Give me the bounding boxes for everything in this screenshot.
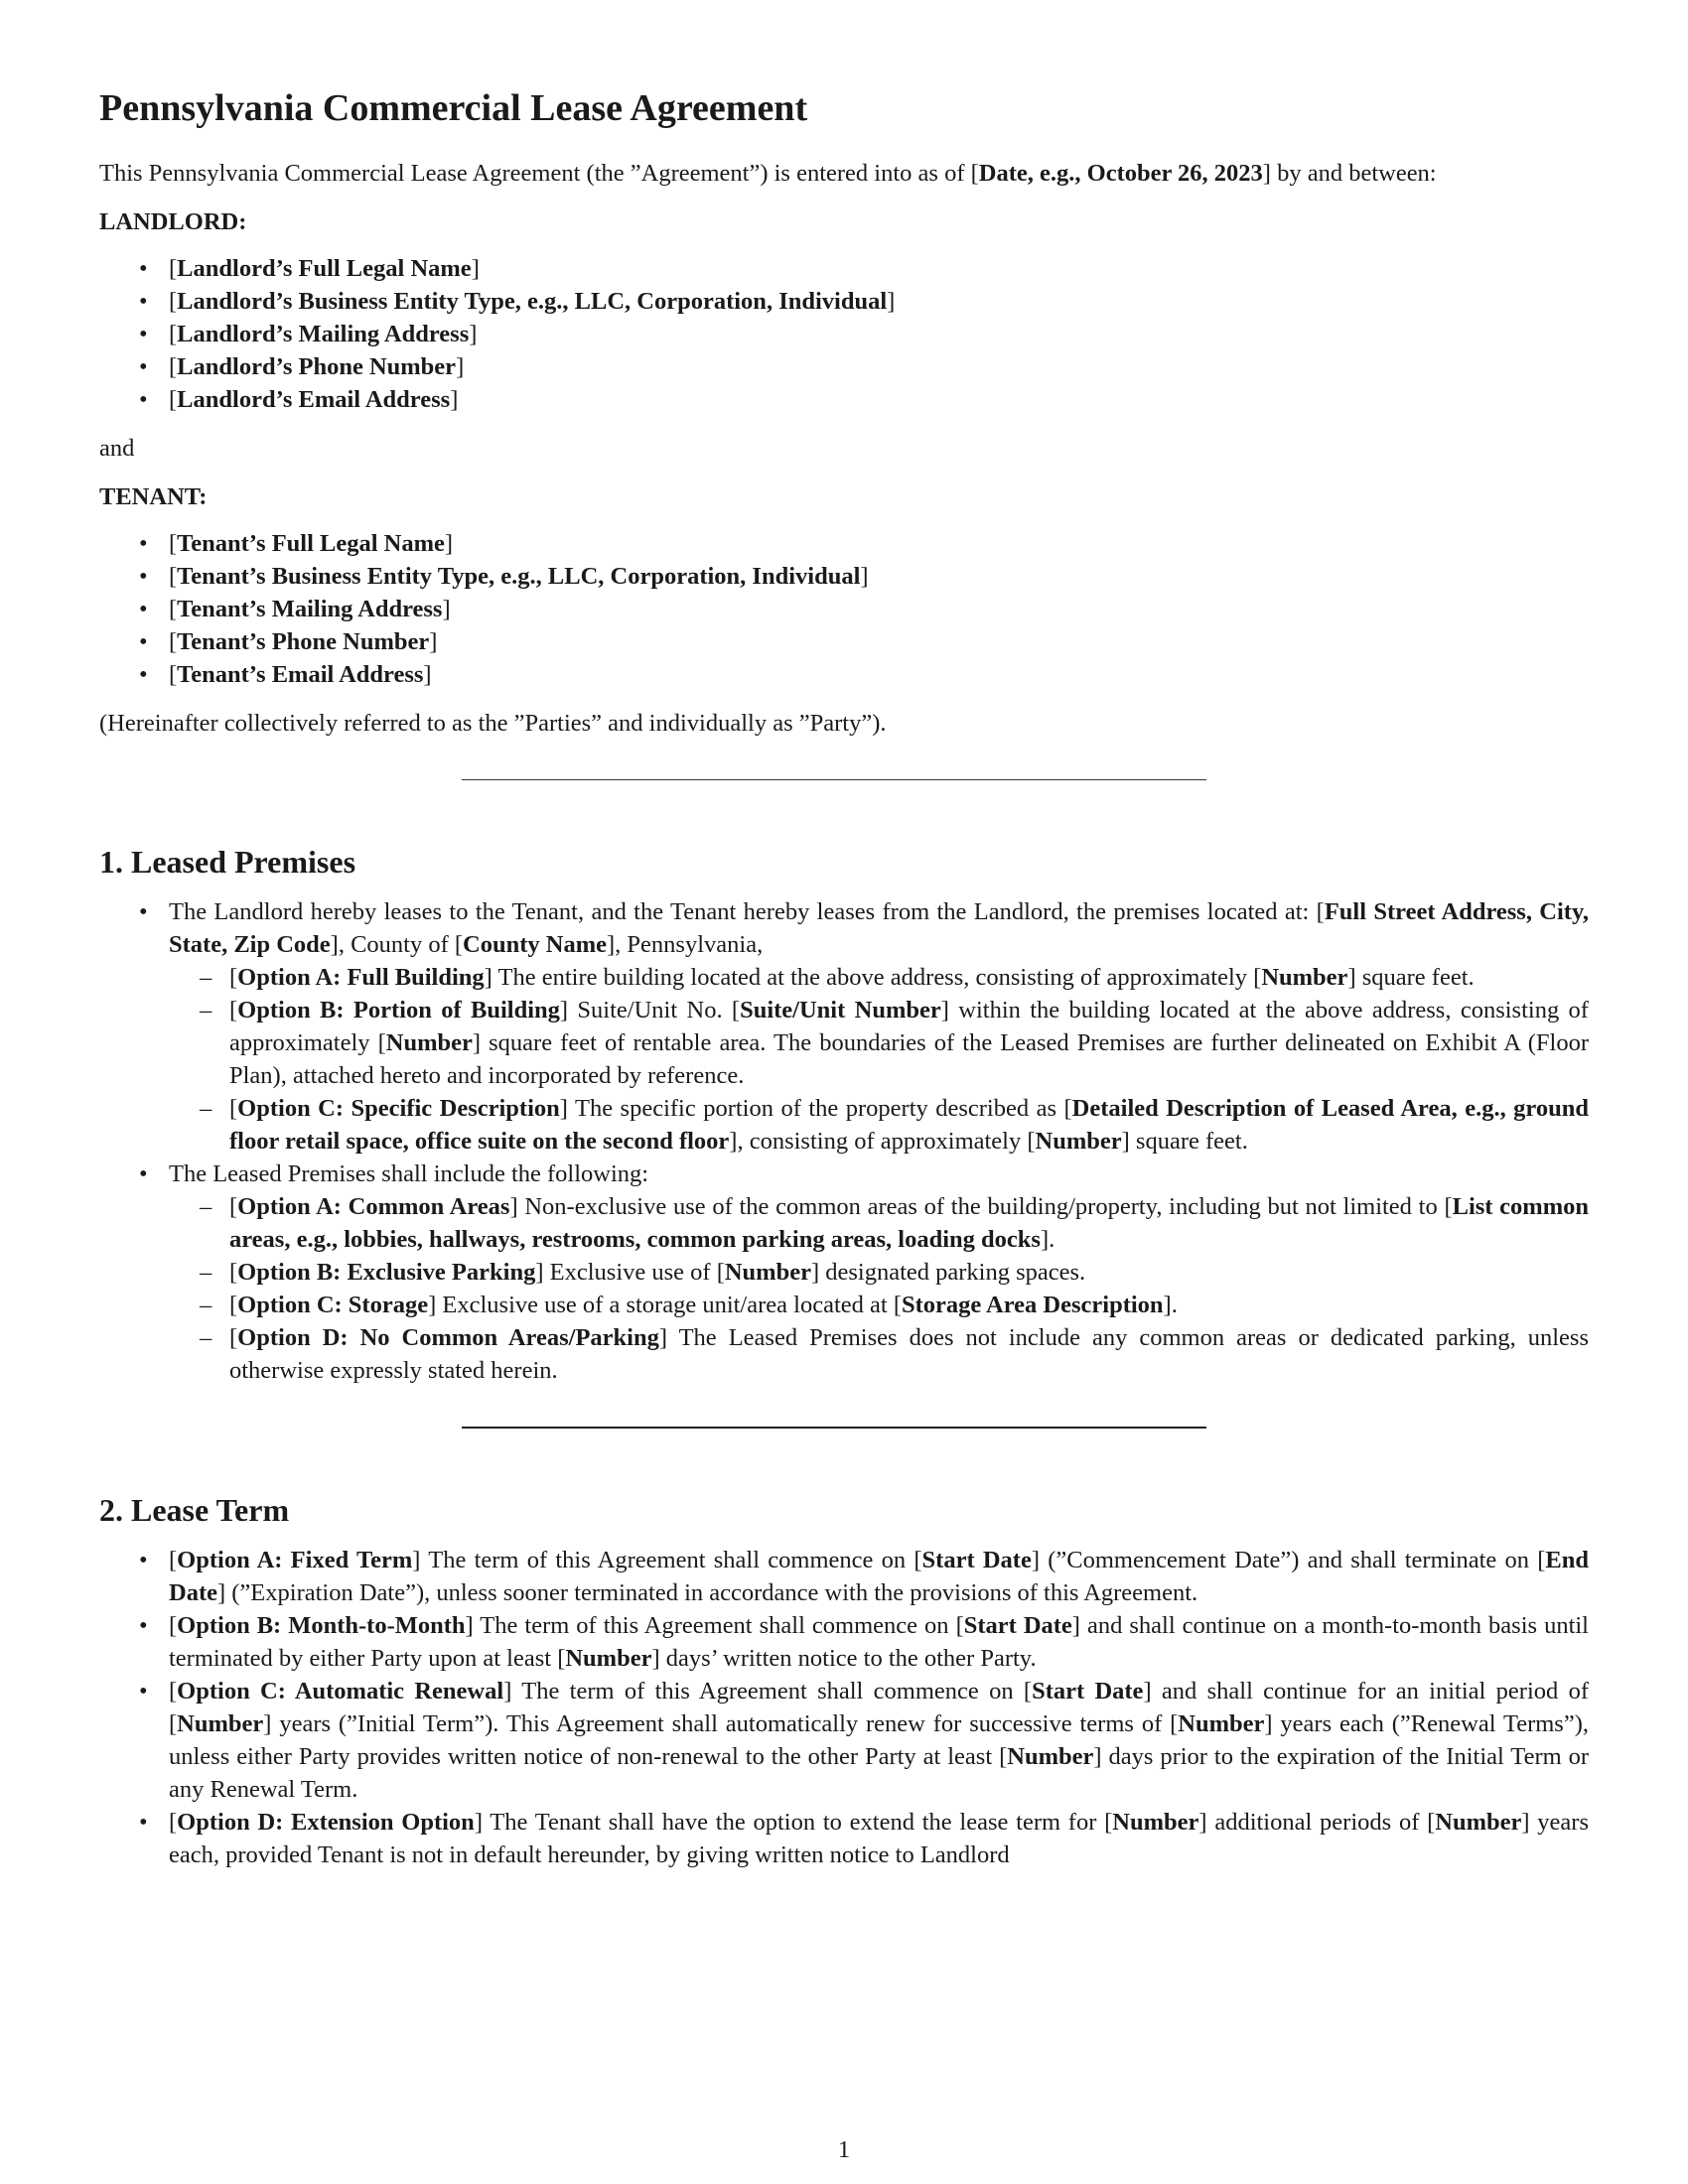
page-number: 1 [837, 2136, 851, 2163]
number-placeholder: Number [1112, 1809, 1199, 1836]
list-item: – [Option D: No Common Areas/Parking] The Leased Premises does not include any common areas or dedicated parking, unless otherwise expressly stated herein. [229, 1321, 1589, 1387]
clause-text: ] (”Commencement Date”) and shall terminate on [ [1031, 1547, 1546, 1573]
clause-text: ] square feet of rentable area. The boundaries of the Leased Premises are further delineated on Exhibit A (Floor Plan), attached hereto and incorporated by reference. [229, 1029, 1589, 1089]
section-divider [462, 1427, 1206, 1429]
number-placeholder: Number [1035, 1128, 1122, 1155]
document-title: Pennsylvania Commercial Lease Agreement [99, 87, 808, 129]
clause-text: ] square feet. [1347, 964, 1475, 991]
option-label: Option B: Month-to-Month [177, 1612, 466, 1639]
clause-text: ], consisting of approximately [ [729, 1128, 1036, 1155]
description-placeholder: Detailed Description of Leased Area, e.g., ground floor retail space, office suite on the second floor [229, 1095, 1589, 1155]
list-item: – [Option C: Specific Description] The specific portion of the property described as [Detailed Description of Leased Area, e.g., ground floor retail space, office suite on the second floor], consisting of approximately [Number] square feet. [229, 1092, 1589, 1158]
landlord-email-placeholder: Landlord’s Email Address [177, 386, 451, 413]
clause-text: ] years each, provided Tenant is not in default hereunder, by giving written notice to Landlord [169, 1809, 1589, 1868]
section-2-heading: 2. Lease Term [99, 1492, 290, 1528]
number-placeholder: Number [724, 1259, 811, 1286]
tenant-entity-placeholder: Tenant’s Business Entity Type, e.g., LLC, Corporation, Individual [177, 563, 861, 590]
number-placeholder: Number [1007, 1743, 1094, 1770]
intro-text: This Pennsylvania Commercial Lease Agreement (the ”Agreement”) is entered into as of [ [99, 160, 979, 187]
hereinafter-paragraph: (Hereinafter collectively referred to as the ”Parties” and individually as ”Party”). [99, 710, 887, 737]
start-date-placeholder: Start Date [1032, 1678, 1144, 1705]
clause-text: ] years (”Initial Term”). This Agreement shall automatically renew for successive terms of [ [263, 1710, 1179, 1737]
landlord-list [99, 252, 1589, 416]
clause-text: The term of this Agreement shall commence on [ [473, 1612, 964, 1639]
option-label: Option C: Storage [237, 1292, 429, 1318]
clause-text: The Landlord hereby leases to the Tenant, and the Tenant hereby leases from the Landlord, the premises located at: [ [169, 898, 1325, 925]
clause-text: ], Pennsylvania, [607, 931, 764, 958]
option-label: Option A: Fixed Term [177, 1547, 413, 1573]
clause-text: Suite/Unit No. [ [568, 997, 741, 1024]
landlord-name-placeholder: Landlord’s Full Legal Name [177, 255, 472, 282]
list-item: – [Option A: Full Building] The entire building located at the above address, consisting of approximately [Number] square feet. [229, 961, 1589, 994]
clause-text: The Leased Premises shall include the following: [169, 1160, 649, 1187]
tenant-label: TENANT: [99, 483, 208, 510]
clause-text: ]. [1040, 1226, 1055, 1253]
tenant-email-placeholder: Tenant’s Email Address [177, 661, 424, 688]
intro-text-end: ] by and between: [1262, 160, 1437, 187]
option-label: Option C: Specific Description [237, 1095, 560, 1122]
number-placeholder: Number [1178, 1710, 1265, 1737]
address-placeholder: Full Street Address, City, State, Zip Code [169, 898, 1589, 958]
list-item: • [Tenant’s Mailing Address] [169, 593, 1589, 625]
and-text: and [99, 435, 135, 462]
clause-text: Exclusive use of [ [543, 1259, 725, 1286]
tenant-list [99, 527, 1589, 691]
list-item [169, 895, 1589, 1158]
landlord-entity-placeholder: Landlord’s Business Entity Type, e.g., LLC, Corporation, Individual [177, 288, 888, 315]
start-date-placeholder: Start Date [963, 1612, 1072, 1639]
landlord-phone-placeholder: Landlord’s Phone Number [177, 353, 457, 380]
tenant-name-placeholder: Tenant’s Full Legal Name [177, 530, 445, 557]
list-item: – [Option A: Common Areas] Non-exclusive use of the common areas of the building/property, including but not limited to [List common areas, e.g., lobbies, hallways, restrooms, common parking areas, loading docks]. [229, 1190, 1589, 1256]
list-item: • [Landlord’s Full Legal Name] [169, 252, 1589, 285]
number-placeholder: Number [565, 1645, 652, 1672]
clause-text: ] days’ written notice to the other Party. [651, 1645, 1037, 1672]
list-item: • [Landlord’s Business Entity Type, e.g., LLC, Corporation, Individual] [169, 285, 1589, 318]
clause-text: ] years each (”Renewal Terms”), unless either Party provides written notice of non-renewal to the other Party at least [ [169, 1710, 1589, 1770]
option-label: Option C: Automatic Renewal [177, 1678, 504, 1705]
number-placeholder: Number [1261, 964, 1348, 991]
start-date-placeholder: Start Date [921, 1547, 1032, 1573]
option-label: Option A: Common Areas [237, 1193, 510, 1220]
list-item: • [Tenant’s Phone Number] [169, 625, 1589, 658]
list-item: – [Option C: Storage] Exclusive use of a storage unit/area located at [Storage Area Description]. [229, 1289, 1589, 1321]
clause-text: ] and shall continue on a month-to-month basis until terminated by either Party upon at least [ [169, 1612, 1589, 1672]
tenant-phone-placeholder: Tenant’s Phone Number [177, 628, 430, 655]
option-label: Option D: No Common Areas/Parking [237, 1324, 659, 1351]
list-item: • [Option D: Extension Option] The Tenant shall have the option to extend the lease term for [Number] additional periods of [Number] years each, provided Tenant is not in default hereunder, by giving written notice to Landlord [169, 1806, 1589, 1871]
clause-text: ] additional periods of [ [1198, 1809, 1436, 1836]
clause-text: ] designated parking spaces. [810, 1259, 1086, 1286]
option-label: Option D: Extension Option [177, 1809, 475, 1836]
clause-text: The specific portion of the property described as [ [567, 1095, 1072, 1122]
end-date-placeholder: End Date [169, 1547, 1589, 1606]
common-areas-placeholder: List common areas, e.g., lobbies, hallways, restrooms, common parking areas, loading docks [229, 1193, 1589, 1253]
clause-text: ], County of [ [330, 931, 464, 958]
intro-paragraph [99, 157, 1589, 190]
list-item: • [Landlord’s Phone Number] [169, 350, 1589, 383]
clause-text: ]. [1163, 1292, 1178, 1318]
storage-placeholder: Storage Area Description [901, 1292, 1164, 1318]
clause-text: ] square feet. [1121, 1128, 1248, 1155]
list-item: • [Tenant’s Business Entity Type, e.g., LLC, Corporation, Individual] [169, 560, 1589, 593]
clause-text: Exclusive use of a storage unit/area located at [ [436, 1292, 902, 1318]
number-placeholder: Number [385, 1029, 473, 1056]
section-1-heading: 1. Leased Premises [99, 844, 356, 880]
number-placeholder: Number [177, 1710, 264, 1737]
clause-text: ] (”Expiration Date”), unless sooner terminated in accordance with the provisions of this Agreement. [216, 1579, 1198, 1606]
list-item: • [Tenant’s Email Address] [169, 658, 1589, 691]
list-item: • [Landlord’s Email Address] [169, 383, 1589, 416]
list-item: – [Option B: Exclusive Parking] Exclusive use of [Number] designated parking spaces. [229, 1256, 1589, 1289]
option-label: Option A: Full Building [237, 964, 485, 991]
option-label: Option B: Portion of Building [237, 997, 560, 1024]
list-item: • [Landlord’s Mailing Address] [169, 318, 1589, 350]
tenant-address-placeholder: Tenant’s Mailing Address [177, 596, 443, 622]
clause-text: ] days prior to the expiration of the Initial Term or any Renewal Term. [169, 1743, 1590, 1803]
inclusion-options [169, 1190, 1589, 1387]
clause-text: The Leased Premises does not include any common areas or dedicated parking, unless otherwise expressly stated herein. [229, 1324, 1589, 1384]
option-label: Option B: Exclusive Parking [237, 1259, 536, 1286]
clause-text: The term of this Agreement shall commence on [ [420, 1547, 922, 1573]
list-item: • [Option C: Automatic Renewal] The term of this Agreement shall commence on [Start Date] and shall continue for an initial period of [Number] years (”Initial Term”). This Agreement shall automatically renew for successive terms of [Number] years each (”Renewal Terms”), unless either Party provides written notice of non-renewal to the other Party at least [Number] days prior to the expiration of the Initial Term or any Renewal Term. [169, 1675, 1589, 1806]
clause-text: ] within the building located at the above address, consisting of approximately [ [229, 997, 1589, 1056]
landlord-address-placeholder: Landlord’s Mailing Address [177, 321, 470, 347]
list-item: – [Option B: Portion of Building] Suite/Unit No. [Suite/Unit Number] within the building located at the above address, consisting of approximately [Number] square feet of rentable area. The boundaries of the Leased Premises are further delineated on Exhibit A (Floor Plan), attached hereto and incorporated by reference. [229, 994, 1589, 1092]
list-item: • [Tenant’s Full Legal Name] [169, 527, 1589, 560]
section-1-list [99, 895, 1589, 1387]
section-divider [462, 779, 1206, 780]
document-page [99, 85, 1589, 1871]
clause-text: ] and shall continue for an initial period of [ [169, 1678, 1589, 1737]
clause-text: Non-exclusive use of the common areas of the building/property, including but not limited to [ [517, 1193, 1453, 1220]
premises-options [169, 961, 1589, 1158]
suite-placeholder: Suite/Unit Number [740, 997, 941, 1024]
date-placeholder: Date, e.g., October 26, 2023 [978, 160, 1263, 187]
clause-text: The Tenant shall have the option to extend the lease term for [ [482, 1809, 1113, 1836]
clause-text: The entire building located at the above address, consisting of approximately [ [492, 964, 1262, 991]
list-item: • [Option A: Fixed Term] The term of this Agreement shall commence on [Start Date] (”Commencement Date”) and shall terminate on [End Date] (”Expiration Date”), unless sooner terminated in accordance with the provisions of this Agreement. [169, 1544, 1589, 1609]
section-2-list [99, 1544, 1589, 1871]
list-item: • [Option B: Month-to-Month] The term of this Agreement shall commence on [Start Date] and shall continue on a month-to-month basis until terminated by either Party upon at least [Number] days’ written notice to the other Party. [169, 1609, 1589, 1675]
county-placeholder: County Name [463, 931, 608, 958]
list-item [169, 1158, 1589, 1387]
landlord-label: LANDLORD: [99, 208, 247, 235]
clause-text: The term of this Agreement shall commence on [ [511, 1678, 1033, 1705]
number-placeholder: Number [1435, 1809, 1522, 1836]
